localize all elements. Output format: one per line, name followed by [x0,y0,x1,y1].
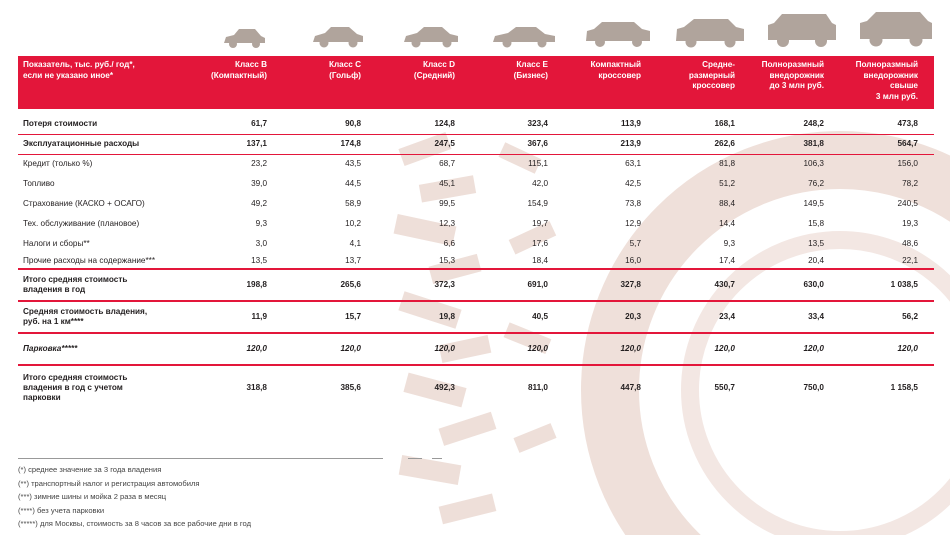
cell-value: 492,3 [434,383,455,392]
cell-value: 213,9 [620,139,641,148]
car-suv-icon [858,11,934,54]
footnote: (*) среднее значение за 3 года владения [18,465,162,474]
cell-value: 58,9 [345,199,361,208]
column-header-line: до 3 млн руб. [769,81,824,90]
table-header [18,56,934,109]
car-sedan-icon [402,23,460,54]
column-header [281,60,361,81]
cell-value: 750,0 [803,383,824,392]
car-crossover-icon [674,17,746,54]
row-label [23,373,203,403]
cell-value: 323,4 [527,119,548,128]
cell-value: 42,5 [625,179,641,188]
cell-value: 12,3 [439,219,455,228]
cell-value: 318,8 [246,383,267,392]
cell-value: 14,4 [719,219,735,228]
cell-value: 51,2 [719,179,735,188]
cell-value: 3,0 [255,239,267,248]
column-header-line: кроссовер [692,81,735,90]
row-label-line: парковки [23,393,61,402]
cell-value: 17,4 [719,256,735,265]
cell-value: 262,6 [714,139,735,148]
cell-value: 1 158,5 [890,383,918,392]
table-row [18,334,934,364]
cell-value: 564,7 [897,139,918,148]
row-label-line: Потеря стоимости [23,119,98,128]
table-row [18,174,934,194]
row-label-line: Эксплуатационные расходы [23,139,140,148]
row-label-line: владения в год с учетом [23,383,123,392]
cell-value: 9,3 [255,219,267,228]
row-label [23,199,203,209]
column-header-line: Полноразмный [855,60,918,69]
cell-value: 33,4 [808,312,824,321]
cell-value: 811,0 [527,383,548,392]
table-row [18,214,934,234]
cell-value: 149,5 [803,199,824,208]
row-label-line: Прочие расходы на содержание*** [23,256,156,265]
column-header [561,60,641,81]
cell-value: 1 038,5 [890,280,918,289]
cell-value: 12,9 [625,219,641,228]
column-header-line: размерный [688,70,735,80]
cell-value: 630,0 [803,280,824,289]
column-header [655,60,735,92]
cell-value: 13,5 [251,256,267,265]
cell-value: 76,2 [808,179,824,188]
footnote: (***) зимние шины и мойка 2 раза в месяц [18,492,167,501]
cell-value: 156,0 [897,159,918,168]
cell-value: 68,7 [439,159,455,168]
cell-value: 113,9 [620,119,641,128]
cell-value: 19,8 [439,312,455,321]
row-label-line: Итого средняя стоимость [23,275,128,284]
cell-value: 22,1 [902,256,918,265]
row-label-line: Налоги и сборы** [23,239,90,248]
car-sedan-icon [311,23,365,54]
row-label-line: Топливо [23,179,55,188]
cell-value: 16,0 [625,256,641,265]
cell-value: 447,8 [620,383,641,392]
cell-value: 78,2 [902,179,918,188]
car-suv-icon [766,13,838,54]
cell-value: 367,6 [527,139,548,148]
column-header-line: Полноразмный [761,60,824,69]
row-label-line: Парковка***** [23,344,78,353]
cell-value: 19,7 [532,219,548,228]
table-row [18,154,934,174]
column-header-line: кроссовер [598,70,641,80]
row-label [23,139,203,149]
cell-value: 23,2 [251,159,267,168]
row-label-line: Итого средняя стоимость [23,373,128,382]
cell-value: 174,8 [340,139,361,148]
cell-value: 120,0 [897,344,918,353]
cell-value: 15,8 [808,219,824,228]
column-header-line: (Бизнес) [513,70,548,80]
cell-value: 48,6 [902,239,918,248]
car-icons-row [18,12,934,54]
row-label [23,256,203,266]
cell-value: 17,6 [532,239,548,248]
footnote-divider [18,458,383,459]
cell-value: 120,0 [803,344,824,353]
cell-value: 18,4 [532,256,548,265]
cell-value: 15,3 [439,256,455,265]
cell-value: 61,7 [251,119,267,128]
row-label [23,239,203,249]
cell-value: 4,1 [349,239,361,248]
cell-value: 44,5 [345,179,361,188]
cell-value: 106,3 [803,159,824,168]
cell-value: 73,8 [625,199,641,208]
cell-value: 20,4 [808,256,824,265]
cell-value: 88,4 [719,199,735,208]
column-header-line: Класс D [422,60,455,69]
cell-value: 10,2 [345,219,361,228]
cell-value: 473,8 [897,119,918,128]
table-row [18,366,934,410]
cell-value: 11,9 [251,312,267,321]
column-header-line: свыше [890,81,918,90]
cell-value: 9,3 [723,239,735,248]
row-label-line: Страхование (КАСКО + ОСАГО) [23,199,145,208]
footnote: (*****) для Москвы, стоимость за 8 часов за все рабочие дни в год [18,519,251,528]
column-header-line: Средне- [702,60,735,69]
footnotes [18,463,251,531]
column-header-line: (Гольф) [329,70,361,80]
table-row [18,114,934,134]
cell-value: 381,8 [803,139,824,148]
cell-value: 430,7 [714,280,735,289]
cell-value: 120,0 [620,344,641,353]
cell-value: 19,3 [902,219,918,228]
column-header-line: Класс B [234,60,267,69]
row-label-line: руб. на 1 км**** [23,317,84,326]
cell-value: 56,2 [902,312,918,321]
table-row [18,234,934,254]
car-sedan-icon [491,23,557,54]
cell-value: 115,1 [528,159,548,168]
cell-value: 168,1 [714,119,735,128]
column-header-line: (Компактный) [211,70,267,80]
table-row [18,134,934,154]
indicator-header-line: если не указано иное* [23,70,114,80]
cell-value: 120,0 [340,344,361,353]
cell-value: 90,8 [345,119,361,128]
row-label-line: Тех. обслуживание (плановое) [23,219,140,228]
cell-value: 550,7 [714,383,735,392]
indicator-header [23,60,193,81]
row-label [23,159,203,169]
column-header [187,60,267,81]
cell-value: 120,0 [246,344,267,353]
cell-value: 247,5 [434,139,455,148]
cell-value: 154,9 [527,199,548,208]
footnote: (**) транспортный налог и регистрация автомобиля [18,478,200,488]
table-row [18,302,934,332]
cell-value: 5,7 [629,239,641,248]
cell-value: 45,1 [439,179,455,188]
cell-value: 23,4 [719,312,735,321]
table-row [18,270,934,300]
table-row [18,254,934,268]
cell-value: 40,5 [532,312,548,321]
column-header [729,60,824,92]
cell-value: 63,1 [625,159,641,168]
cell-value: 49,2 [251,199,267,208]
cell-value: 39,0 [251,179,267,188]
cell-value: 42,0 [532,179,548,188]
column-header-line: (Средний) [413,70,455,80]
cell-value: 198,8 [246,280,267,289]
row-label [23,219,203,229]
column-header [468,60,548,81]
table-row [18,194,934,214]
cell-value: 120,0 [527,344,548,353]
column-header-line: Компактный [590,60,641,69]
column-header-line: Класс E [516,60,548,69]
row-label-line: владения в год [23,285,86,294]
cell-value: 372,3 [434,280,455,289]
row-label [23,344,203,354]
cell-value: 124,8 [434,119,455,128]
row-label [23,275,203,295]
cell-value: 13,5 [808,239,824,248]
cell-value: 120,0 [714,344,735,353]
cell-value: 137,1 [246,139,267,148]
cell-value: 13,7 [345,256,361,265]
cell-value: 20,3 [625,312,641,321]
row-label [23,179,203,189]
footnote-dash [408,458,422,459]
cell-value: 6,6 [443,239,455,248]
indicator-header-line: Показатель, тыс. руб./ год*, [23,60,135,69]
car-crossover-icon [584,19,652,54]
cell-value: 240,5 [897,199,918,208]
cell-value: 327,8 [620,280,641,289]
cell-value: 81,8 [719,159,735,168]
column-header-line: 3 млн руб. [875,91,918,101]
row-label-line: Кредит (только %) [23,159,93,168]
cell-value: 15,7 [345,312,361,321]
column-header-line: внедорожник [863,70,918,80]
footnote-dash [432,458,442,459]
column-header-line: внедорожник [769,70,824,80]
cell-value: 265,6 [340,280,361,289]
cell-value: 120,0 [434,344,455,353]
column-header [375,60,455,81]
car-sedan-icon [221,25,267,54]
column-header [828,60,918,102]
row-label [23,307,203,327]
row-label [23,119,203,129]
footnote: (****) без учета парковки [18,505,105,515]
row-label-line: Средняя стоимость владения, [23,307,148,316]
cell-value: 99,5 [439,199,455,208]
cell-value: 385,6 [340,383,361,392]
column-header-line: Класс C [328,60,361,69]
cell-value: 43,5 [345,159,361,168]
cell-value: 248,2 [803,119,824,128]
cell-value: 691,0 [527,280,548,289]
